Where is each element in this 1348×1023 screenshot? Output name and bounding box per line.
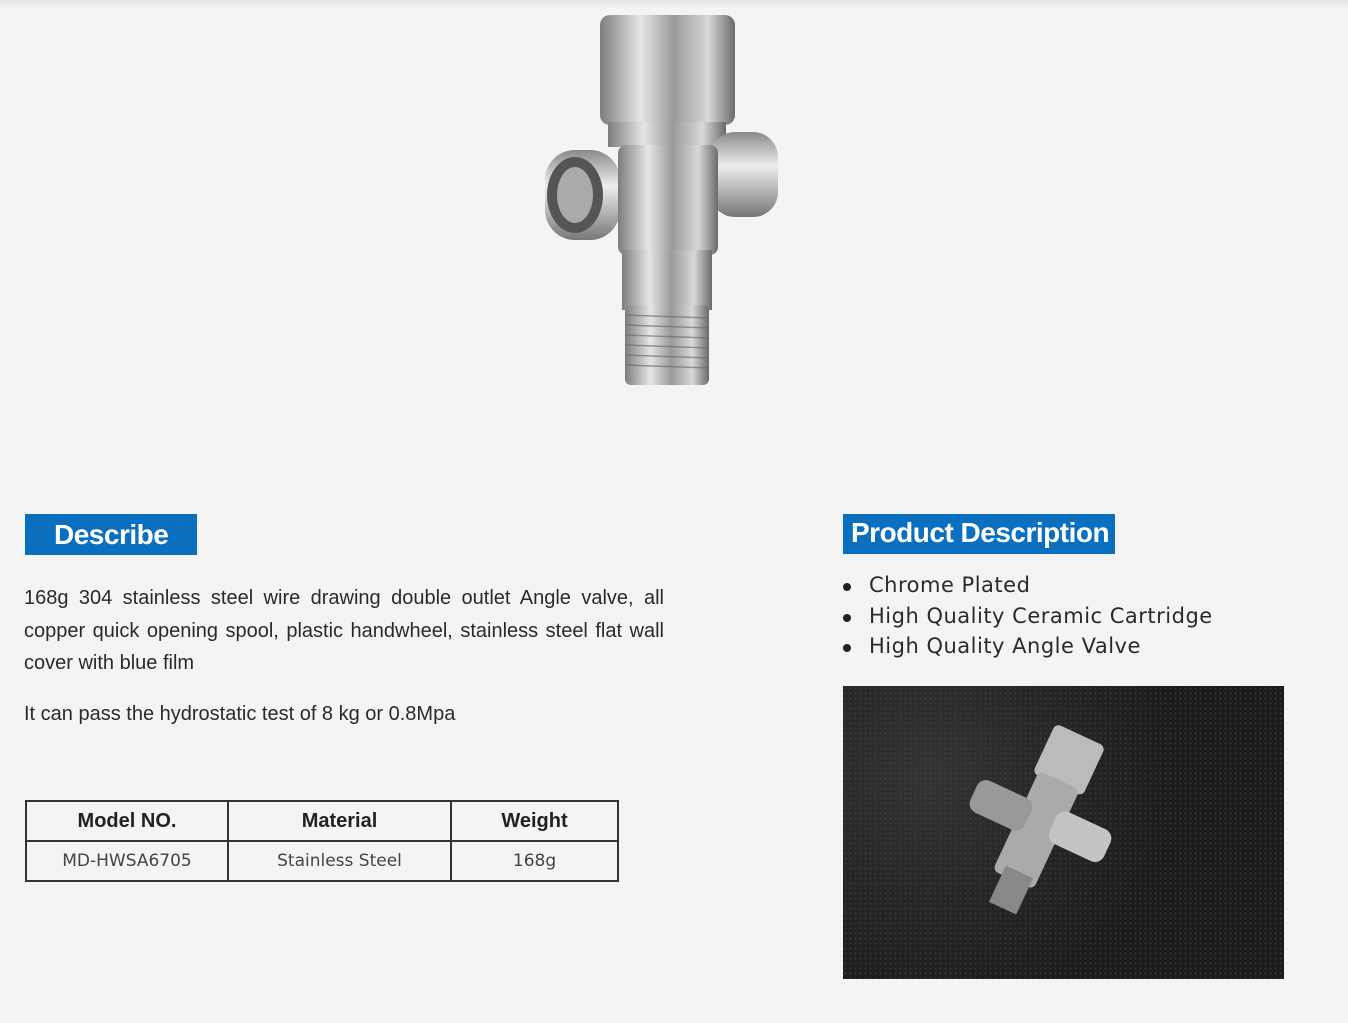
valve-photo-icon (843, 686, 1284, 979)
header-model: Model NO. (26, 801, 228, 841)
cell-weight: 168g (451, 841, 618, 881)
list-item (843, 570, 1213, 601)
feature-label: High Quality Angle Valve (869, 634, 1141, 658)
table-header-row (26, 801, 618, 841)
hydrostatic-test-note: It can pass the hydrostatic test of 8 kg or 0.8Mpa (24, 703, 456, 725)
cell-model: MD-HWSA6705 (26, 841, 228, 881)
describe-paragraph: 168g 304 stainless steel wire drawing double outlet Angle valve, all copper quick opening spool, plastic handwheel, stainless steel flat wall cover with blue film (24, 587, 664, 674)
product-photo (843, 686, 1284, 979)
spec-table (25, 800, 619, 882)
table-row (26, 841, 618, 881)
product-image-valve (530, 10, 790, 390)
bullet-icon (843, 583, 851, 591)
top-divider (0, 0, 1348, 8)
list-item (843, 631, 1213, 662)
feature-label: High Quality Ceramic Cartridge (869, 603, 1213, 628)
product-description-heading: Product Description (843, 514, 1115, 554)
list-item (843, 601, 1213, 632)
header-weight: Weight (451, 801, 618, 841)
feature-label: Chrome Plated (869, 573, 1031, 597)
cell-material: Stainless Steel (228, 841, 451, 881)
feature-list (843, 570, 1213, 662)
bullet-icon (843, 644, 851, 652)
bullet-icon (843, 614, 851, 622)
describe-heading: Describe (25, 514, 197, 555)
header-material: Material (228, 801, 451, 841)
